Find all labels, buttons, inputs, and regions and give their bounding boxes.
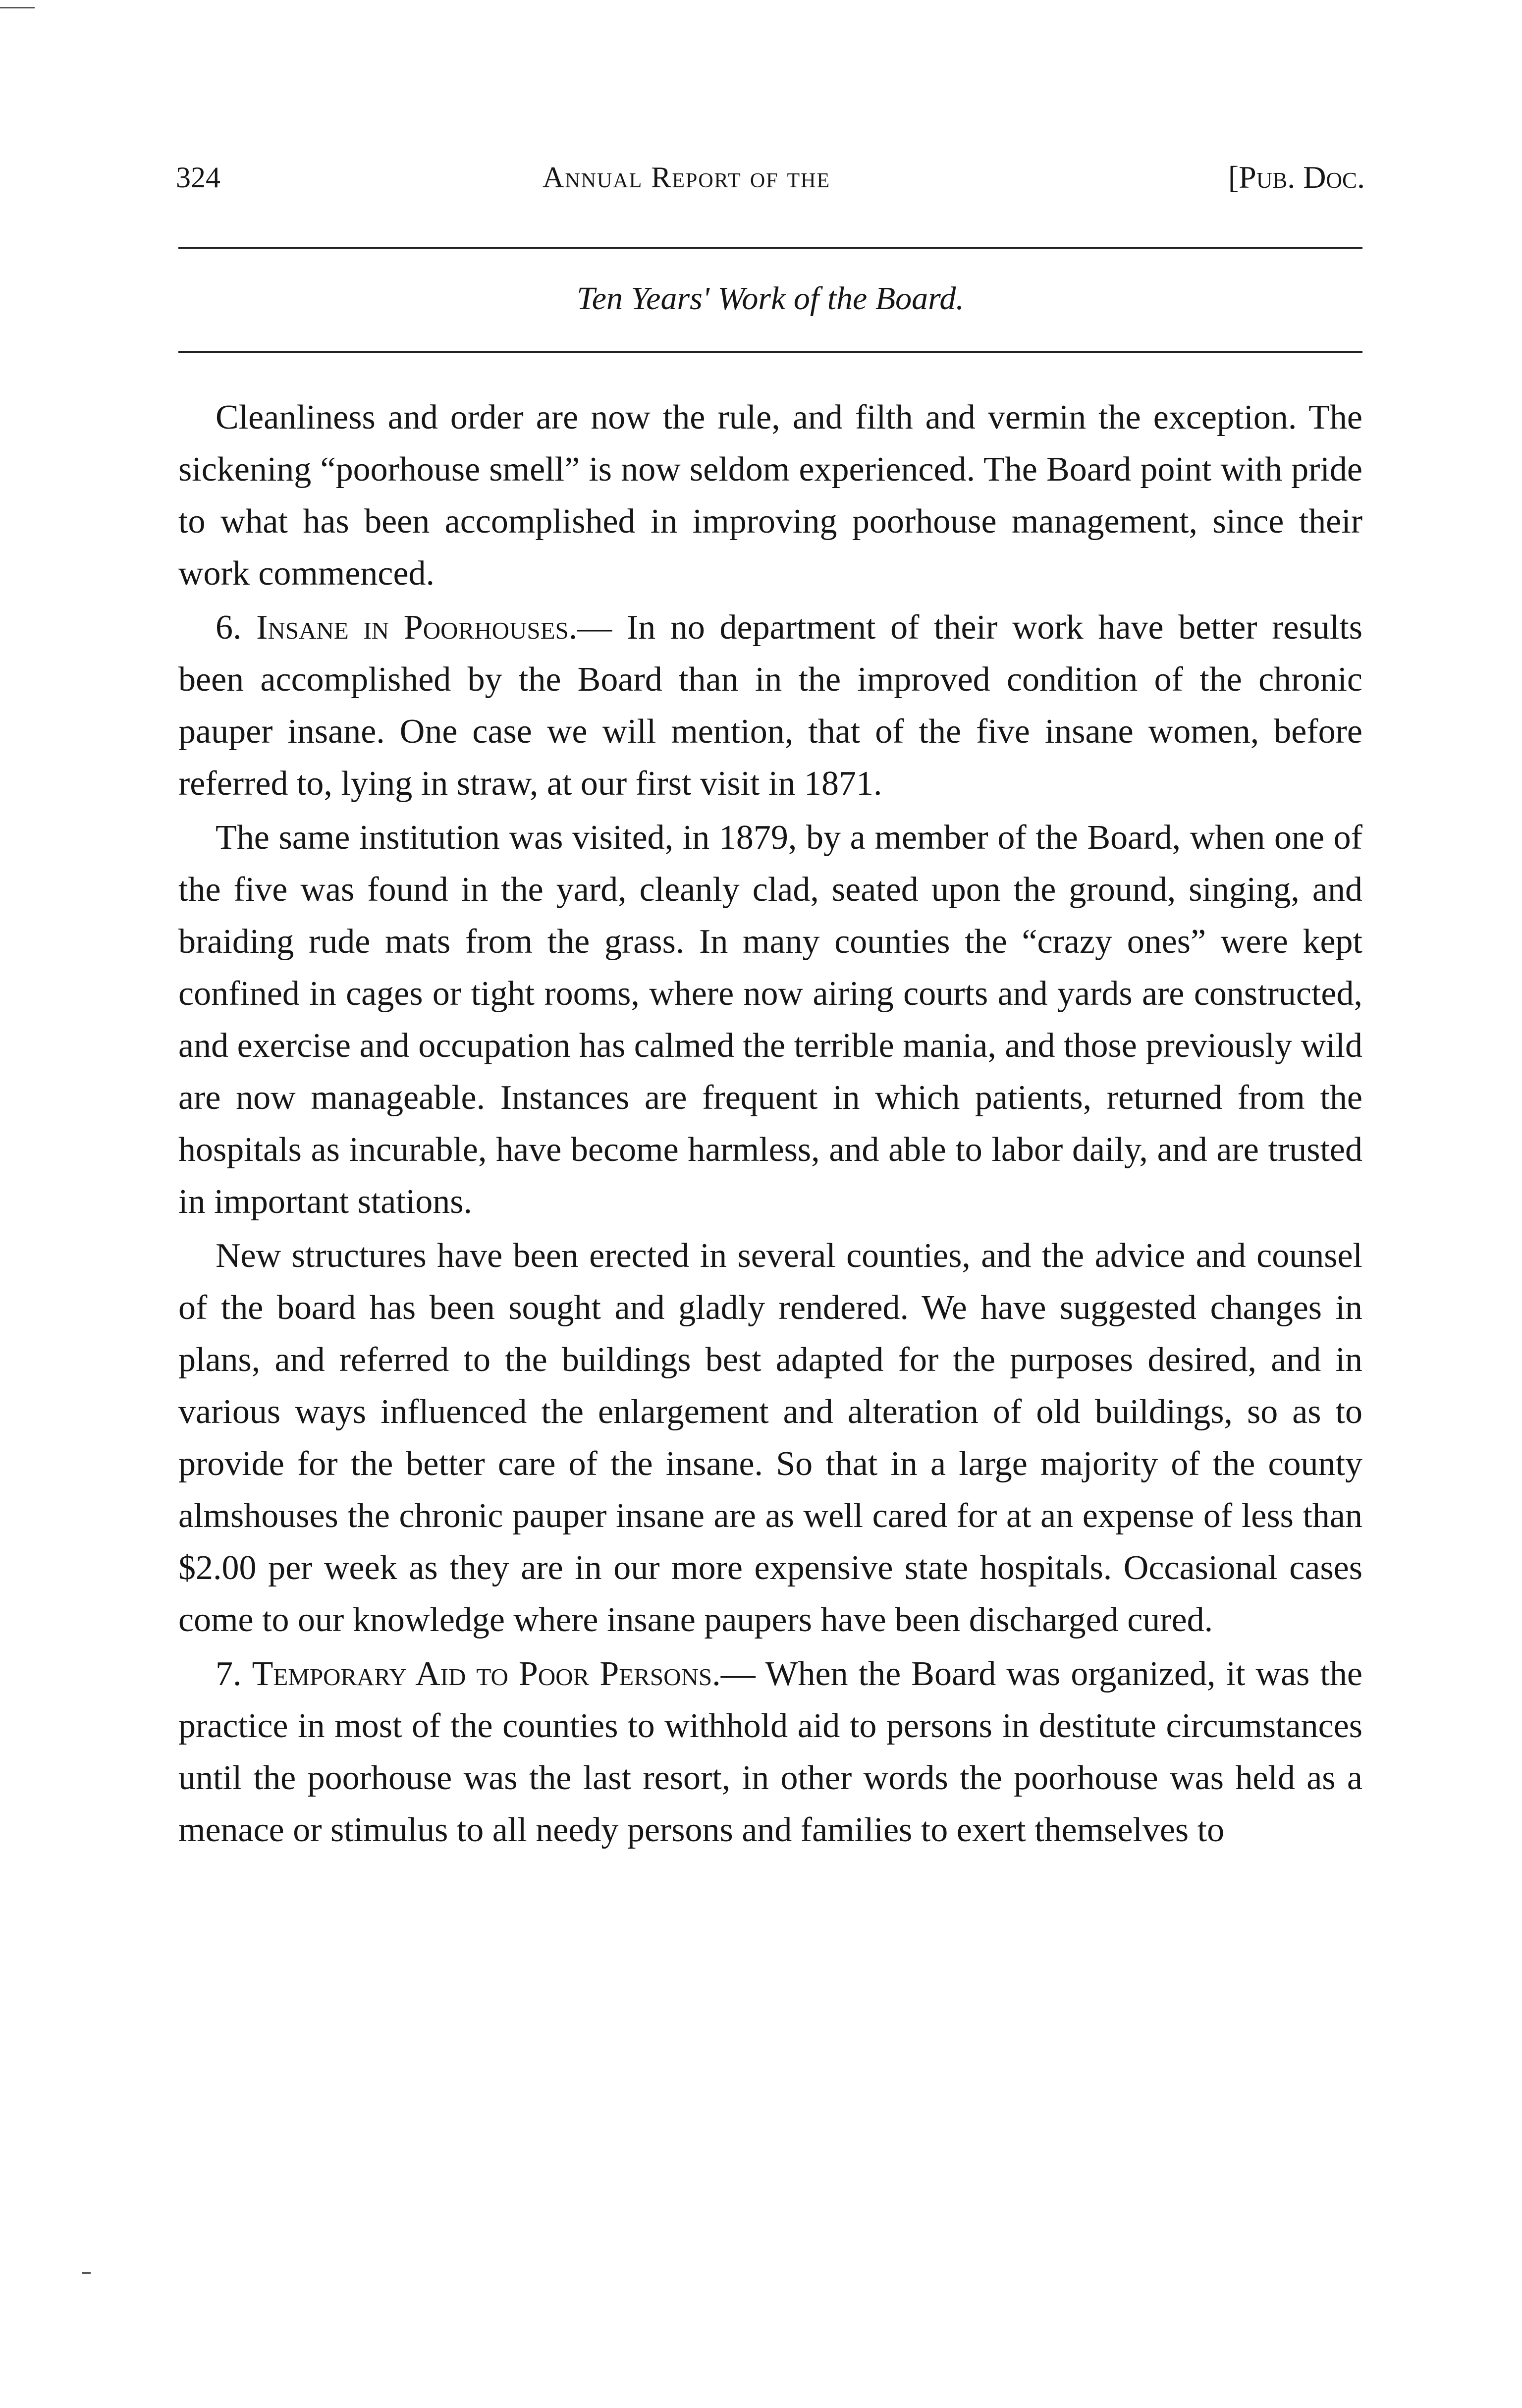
section-number: 6.: [216, 608, 242, 647]
document-reference: [Pub. Doc.: [1228, 160, 1365, 195]
section-heading: Ten Years' Work of the Board.: [577, 280, 964, 317]
paragraph-cleanliness: [178, 391, 1362, 600]
page-number: 324: [176, 161, 220, 194]
paragraph-temporary-aid: [178, 1648, 1362, 1856]
running-title: Annual Report of the: [543, 161, 831, 194]
scan-edge-mark: [0, 7, 35, 8]
paragraph-text: The same institution was visited, in 1879, by a member of the Board, when one of the five was found in the yard, cleanly clad, seated upon the ground, singing, and braiding rude mats from the grass. In many counties the “crazy ones” were kept confined in cages or tight rooms, where now airing courts and yards are constructed, and exercise and occupation has calmed the terrible mania, and those previously wild are now manageable. Instances are frequent in which patients, returned from the hospitals as incurable, have become harmless, and able to labor daily, and are trusted in important stations.: [178, 819, 1362, 1221]
scan-edge-mark: [82, 2272, 91, 2274]
paragraph-same-institution: [178, 812, 1362, 1228]
paragraph-text: Cleanliness and order are now the rule, and filth and vermin the exception. The sickening “poorhouse smell” is now seldom experienced. The Board point with pride to what has been accomplished in improving poorhouse management, since their work commenced.: [178, 398, 1362, 593]
page-header: [176, 149, 1365, 203]
section-number: 7.: [216, 1655, 242, 1693]
body-text: [178, 391, 1362, 1858]
paragraph-caption: Temporary Aid to Poor Persons.: [252, 1655, 721, 1693]
paragraph-caption: Insane in Poorhouses.: [256, 608, 578, 647]
paragraph-text: New structures have been erected in several counties, and the advice and counsel of the board has been sought and gladly rendered. We have suggested changes in plans, and referred to the buildings best adapted for the purposes desired, and in various ways influenced the enlargement and alteration of old buildings, so as to provide for the better care of the insane. So that in a large majority of the county almshouses the chronic pauper insane are as well cared for at an expense of less than $2.00 per week as they are in our more expensive state hospitals. Occasional cases come to our knowledge where insane paupers have been discharged cured.: [178, 1237, 1362, 1639]
bottom-rule: [178, 351, 1362, 353]
paragraph-text: — When the Board was organized, it was the practice in most of the counties to withhold aid to persons in destitute circumstances until the poorhouse was the last resort, in other words the poorhouse was held as a menace or stimulus to all needy persons and families to exert themselves to: [178, 1655, 1362, 1849]
top-rule: [178, 247, 1362, 249]
paragraph-insane-in-poorhouses: [178, 602, 1362, 810]
paragraph-new-structures: [178, 1230, 1362, 1646]
paragraph-text: — In no department of their work have better results been accomplished by the Board than in the improved condition of the chronic pauper insane. One case we will mention, that of the five insane women, before referred to, lying in straw, at our first visit in 1871.: [178, 608, 1362, 803]
